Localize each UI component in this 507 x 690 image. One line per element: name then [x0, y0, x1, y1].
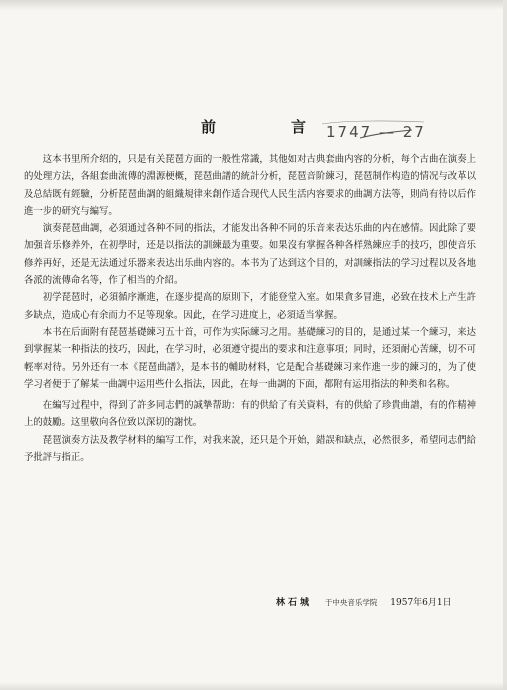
paragraph-4: 本书在后面附有琵琶基礎練习五十首，可作为实际練习之用。基礎練习的目的，是通过某一个練习，来达到掌握某一种指法的技巧，因此，在学习时，必須遵守提出的要求和注意事項；同时，还須耐心苦練，切不可輕率对待。另外还有一本《琵琶曲譜》，是本书的輔助材料，它是配合基礎練习来作進一步的練习的，为了使学习者便于了解某一曲調中运用些什么指法，因此，在每一曲調的下面，都附有运用指法的种类和名称。	[24, 326, 476, 390]
paragraph-3: 初学琵琶时，必須循序漸進，在逐步提高的原則下，才能登堂入室。如果貪多冒進，必致在技术上产生許多缺点，造成心有余而力不足等现象。因此，在学习进度上，必須适当掌握。	[24, 292, 476, 321]
handwritten-note: 1747 — 27	[326, 123, 426, 141]
scan-edge-right	[503, 0, 507, 690]
body-text	[24, 151, 476, 466]
scan-edge-bottom	[0, 682, 507, 690]
signature-date: 1957年6月1日	[390, 598, 452, 608]
paragraph-1: 这本书里所介绍的，只是有关琵琶方面的一般性常識，其他如对古典套曲内容的分析，每个古曲在演奏上的处理方法，各組套曲流傳的淵源梗概，琵琶曲譜的統計分析，琵琶音阶練习，琵琶制作构造的情况与改革以及总結既有經驗，分析琵琶曲調的組織規律来創作适合现代人民生活内容要求的曲調方法等，則尚有待以后作進一步的研究与編写。	[24, 154, 476, 217]
signature-place: 于中央音乐学院	[324, 598, 378, 607]
paragraph-5: 在編写过程中，得到了許多同志們的誠摯帮助：有的供給了有关資料，有的供給了珍貴曲譜，有的作精神上的鼓勵。这里敬向各位致以深切的謝忱。	[24, 400, 476, 429]
signature	[276, 595, 452, 608]
paragraph-6: 琵琶演奏方法及教学材料的編写工作，对我来說，还只是个开始，錯誤和缺点，必然很多，希望同志們給予批評与指正。	[24, 434, 476, 464]
scan-edge-top	[0, 0, 507, 10]
page-title: 前 言	[200, 118, 336, 136]
paragraph-2: 演奏琵琶曲調，必須通过各种不同的指法，才能发出各种不同的乐音来表达乐曲的内在感情。因此除了要加强音乐修养外，在初學时，还是以指法的訓練最为重要。如果沒有掌握各种各样熟練应手的技巧，卽使音乐修养再好，还是无法通过乐器来表达出乐曲内容的。本书为了达到这个目的，对訓練指法的学习过程以及各地各派的流傳命名等，作了相当的介紹。	[24, 223, 476, 287]
signature-author: 林石城	[276, 598, 313, 608]
